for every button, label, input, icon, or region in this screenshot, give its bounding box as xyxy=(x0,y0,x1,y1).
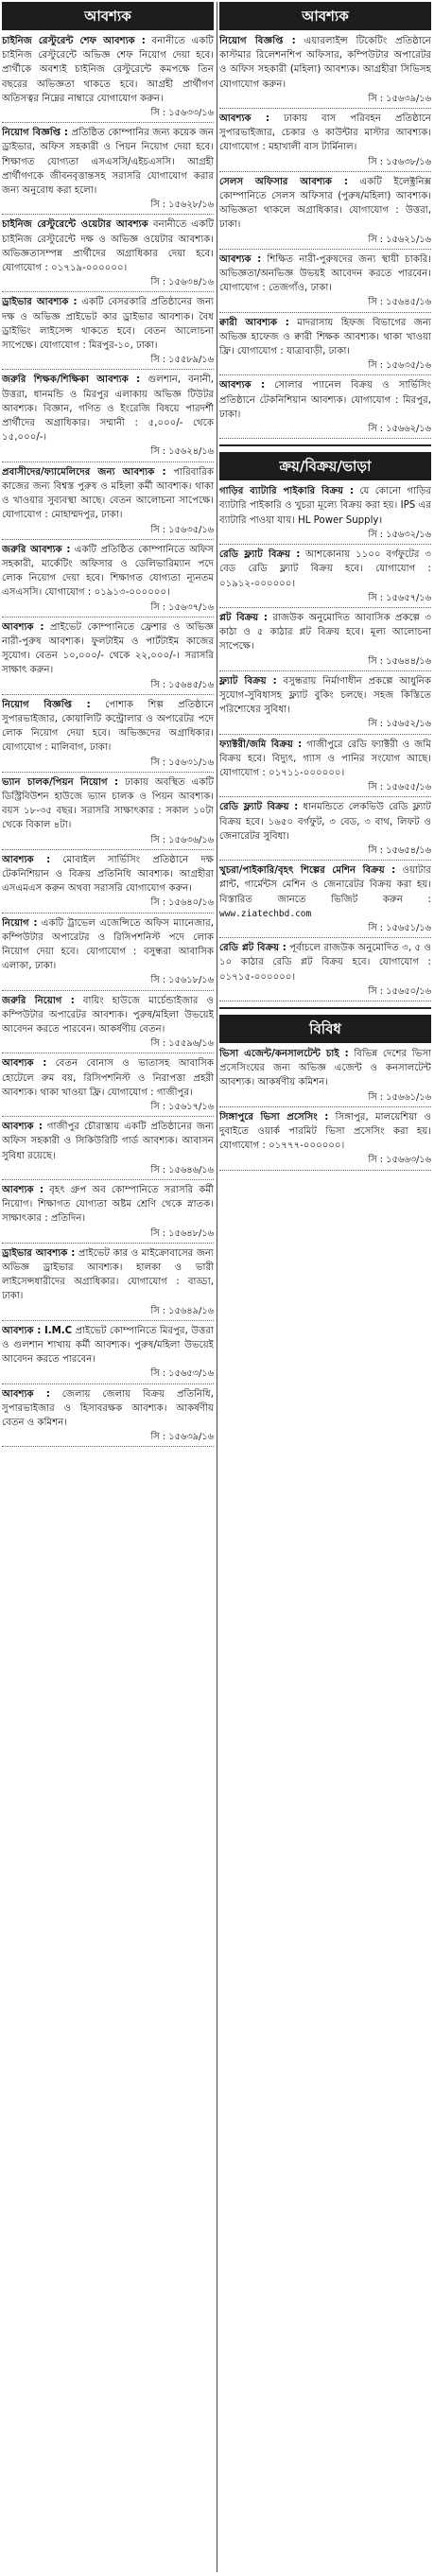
ad-heading: নিয়োগ বিজ্ঞপ্তি : xyxy=(2,128,68,139)
classified-ad xyxy=(2,34,214,120)
classified-ad xyxy=(219,800,431,858)
ad-separator xyxy=(219,438,431,439)
ad-body: ওয়াটার প্লান্ট, গার্মেন্টস মেশিন ও জেনারেটর বিক্রয় করা হয়। বিস্তারিত জানতে ভিজিট করুন : xyxy=(219,865,431,905)
ad-heading: আবশ্যক : xyxy=(2,854,51,865)
ad-body: প্রাইভেট কোম্পানিতে ফ্রেশার ও অভিজ্ঞ নারী-পুরুষ আবশ্যক। ফুলটাইম ও পার্টটাইম কাজের সুযোগ। বেতন ১০,০০০/- থেকে ২২,০০০/-। সরাসরি সাক্ষাৎ করুন। xyxy=(2,621,214,676)
ad-body: মোবাইল সার্ভিসিং প্রতিষ্ঠানে দক্ষ টেকনিশিয়ান ও বিক্রয় প্রতিনিধি আবশ্যক। আগ্রহীরা এসএমএস করুন অথবা সরাসরি যোগাযোগ করুন। xyxy=(2,854,214,895)
section-header-left: আবশ্যক xyxy=(2,2,214,30)
ad-separator xyxy=(2,1446,214,1447)
ad-heading: প্লট বিক্রয় : xyxy=(219,612,268,623)
ad-separator xyxy=(2,694,214,695)
ad-code: সি : ১৫৬৪৫/১৬ xyxy=(150,679,214,690)
ad-code: সি : ১৫৬৫৭/১৬ xyxy=(368,592,431,603)
ad-body: বায়িং হাউজে মার্চেন্ডাইজার ও কম্পিউটার অপারেটর আবশ্যক। পুরুষ/মহিলা উভয়েই আবেদন করতে পারবেন। আকর্ষণীয় বেতন। xyxy=(2,995,214,1035)
classified-ad xyxy=(2,465,214,537)
ad-code: সি : ১৫৬৩৬/১৬ xyxy=(150,834,214,845)
right-ad-list xyxy=(219,34,431,439)
ad-code: সি : ১৫৬৩২/১৬ xyxy=(368,529,431,540)
ad-separator xyxy=(219,1170,431,1171)
ad-code: সি : ১৫৬৩৯/১৬ xyxy=(150,1432,214,1443)
ad-code: সি : ১৫৬৩৪/১৬ xyxy=(150,277,214,288)
ad-heading: আবশ্যক : xyxy=(219,253,262,265)
ad-heading: আবশ্যক : xyxy=(2,1058,47,1070)
ad-code: সি : ১৫৬৩১/১৬ xyxy=(150,757,214,768)
ad-code: সি : ১৫৬৪৪/১৬ xyxy=(368,655,431,667)
ad-body: প্রাইভেট কার ও মাইক্রোবাসের জন্য অভিজ্ঞ ড্রাইভার আবশ্যক। হালকা ও ভারী লাইসেন্সধারীদের অগ্রাধিকার। যোগাযোগ : বাড্ডা, ঢাকা। xyxy=(2,1247,214,1302)
classified-ad xyxy=(219,548,431,605)
ad-body: গুলশান, বনানী, উত্তরা, ধানমন্ডি ও মিরপুর এলাকায় অভিজ্ঞ টিউটর আবশ্যক। বিজ্ঞান, গণিত ও ইংরেজি বিষয়ে পারদর্শী প্রার্থীদের অগ্রাধিকার। সম্মানী : ৫,০০০/- থেকে ১৫,০০০/-। xyxy=(2,374,214,444)
classified-ad xyxy=(2,916,214,988)
ad-code: সি : ১৫৫৮৯/১৬ xyxy=(150,355,214,366)
ad-separator xyxy=(219,312,431,313)
classified-ad xyxy=(2,698,214,770)
classified-ad xyxy=(2,775,214,847)
ad-heading: প্রবাসীদের/ফ্যামেলিদের জন্য আবশ্যক : xyxy=(2,466,166,478)
classified-ad xyxy=(219,316,431,374)
classified-ad xyxy=(2,295,214,367)
ad-body: যে কোনো গাড়ির ব্যাটারি পাইকারি ও খুচরা মূল্যে বিক্রয় করা হয়। IPS এর ব্যাটারি পাওয়া যায়। HL Power Supply। xyxy=(219,486,431,526)
ad-body: প্রতিষ্ঠিত কোম্পানির জন্য কয়েক জন ড্রাইভার, অফিস সহকারী ও পিয়ন নিয়োগ দেয়া হবে। শিক্ষাগত যোগ্যতা এসএসসি/এইচএসসি। আগ্রহী প্রার্থীগণকে জীবনবৃত্তান্তসহ সরাসরি যোগাযোগ করার জন্য অনুরোধ করা হলো। xyxy=(2,128,214,197)
ad-heading: ড্রাইভার আবশ্যক : xyxy=(2,1247,76,1259)
ad-body: পোশাক শিল্প প্রতিষ্ঠানে সুপারভাইজার, কোয়ালিটি কন্ট্রোলার ও অপারেটর পদে লোক নিয়োগ দেয়া হবে। অভিজ্ঞদের অগ্রাধিকার। যোগাযোগ : মালিবাগ, ঢাকা। xyxy=(2,699,214,754)
ad-heading: আবশ্যক : xyxy=(2,1388,50,1400)
ad-code: সি : ১৫৬৪০/১৬ xyxy=(150,897,214,909)
ad-heading: নিয়োগ বিজ্ঞপ্তি : xyxy=(2,699,91,710)
ad-website-link[interactable]: www.ziatechbd.com xyxy=(219,908,312,919)
ad-body: একটি ইলেক্ট্রনিক্স কোম্পানিতে সেলস অফিসার (পুরুষ/মহিলা) আবশ্যক। অভিজ্ঞতা থাকলে অগ্রাধিকার। যোগাযোগ : উত্তরা, ঢাকা। xyxy=(219,176,431,231)
ad-separator xyxy=(2,1179,214,1180)
left-ad-list xyxy=(2,34,214,1447)
ad-code: সি : ১৫৬২৪/১৬ xyxy=(150,446,214,458)
classified-ad xyxy=(2,994,214,1052)
classified-ad xyxy=(2,543,214,615)
ad-separator xyxy=(219,1106,431,1107)
ad-body: আশকোনায় ১১০০ বর্গফুটের ৩ বেড রেডি ফ্ল্যাট বিক্রয় হবে। যোগাযোগ : ০১৯১২-০০০০০০। xyxy=(219,549,431,589)
left-column xyxy=(2,2,214,2572)
classified-ad xyxy=(2,1246,214,1318)
ad-body: প্রাইভেট কোম্পানিতে মিরপুর, উত্তরা ও গুলশান শাখায় কর্মী আবশ্যক। পুরুষ/মহিলা উভয়েই আবেদন করতে পারবেন। xyxy=(2,1325,214,1366)
section-header-buy-sell: ক্রয়/বিক্রয়/ভাড়া xyxy=(219,452,431,480)
classified-ad xyxy=(2,1324,214,1382)
classified-ad xyxy=(2,1056,214,1114)
ad-separator xyxy=(2,369,214,370)
ad-body: সিঙ্গাপুর, মালয়েশিয়া ও দুবাইতে ওয়ার্ক পারমিট ভিসা প্রসেসিং করা হয়। যোগাযোগ : ০১৭৭৭-০০০০০০। xyxy=(219,1111,431,1152)
ad-separator xyxy=(219,607,431,608)
ad-body: সোলার প্যানেল বিক্রয় ও সার্ভিসিং প্রতিষ্ঠানে টেকনিশিয়ান আবশ্যক। যোগাযোগ : মিরপুর, ঢাকা। xyxy=(219,380,431,420)
classified-ad xyxy=(219,611,431,669)
classified-ad xyxy=(2,853,214,911)
ad-body: গাজীপুর চৌরাস্তায় একটি প্রতিষ্ঠানের জন্য অফিস সহকারী ও সিকিউরিটি গার্ড আবশ্যক। আবাসন সুবিধা রয়েছে। xyxy=(2,1122,214,1161)
ad-heading: জরুরি আবশ্যক : xyxy=(2,544,71,555)
right-column xyxy=(219,2,431,2572)
classified-ad xyxy=(219,378,431,436)
classified-ad xyxy=(219,1047,431,1105)
misc-ad-list xyxy=(219,1047,431,1171)
buy-sell-section xyxy=(219,444,431,1001)
ad-body: শিক্ষিত নারী-পুরুষদের জন্য স্থায়ী চাকরি। অভিজ্ঞতা/অনভিজ্ঞ উভয়ই আবেদন করতে পারবেন। যোগাযোগ : তেজগাঁও, ঢাকা। xyxy=(219,253,431,294)
ad-body: পারিবারিক কাজের জন্য বিশ্বস্ত পুরুষ ও মহিলা কর্মী আবশ্যক। থাকা ও খাওয়ার সুব্যবস্থা আছে। বেতন আলোচনা সাপেক্ষে। যোগাযোগ : মোহাম্মদপুর, ঢাকা। xyxy=(2,466,214,521)
classified-ad xyxy=(219,484,431,542)
ad-separator xyxy=(2,291,214,292)
ad-separator xyxy=(219,796,431,797)
classified-ad xyxy=(219,863,431,935)
ad-body: ঢাকায় অবস্থিত একটি ডিস্ট্রিবিউশন হাউজে ভ্যান চালক ও পিয়ন আবশ্যক। বয়স ১৮-৩৫ বছর। সরাসরি সাক্ষাৎকার : সকাল ১০টা থেকে বিকাল ৪টা। xyxy=(2,776,214,831)
ad-heading: সিঙ্গাপুরে ভিসা প্রসেসিং : xyxy=(219,1111,329,1123)
ad-heading: আবশ্যক : xyxy=(2,621,44,633)
ad-code: সি : ১৫৬৫৩/১৬ xyxy=(150,1368,214,1380)
ad-body: বসুন্ধরায় নির্মাণাধীন প্রকল্পে আধুনিক সুযোগ-সুবিধাসহ ফ্ল্যাট বুকিং চলছে। সহজ কিস্তিতে পরিশোধের সুবিধা। xyxy=(219,675,431,716)
ad-body: এয়ারলাইন্স টিকেটিং প্রতিষ্ঠানে কাস্টমার রিলেশনশিপ অফিসার, কম্পিউটার অপারেটর ও অফিস সহকারী (মহিলা) আবশ্যক। আগ্রহীরা সিভিসহ যোগাযোগ করুন। xyxy=(219,36,431,90)
classified-ad xyxy=(2,1387,214,1445)
ad-code: সি : ১৫৬৫১/১৬ xyxy=(368,922,431,933)
ad-separator xyxy=(219,860,431,861)
ad-body: ঢাকায় বাস পরিবহন প্রতিষ্ঠানে সুপারভাইজার, চেকার ও কাউন্টার মাস্টার আবশ্যক। যোগাযোগ : মহাখালী বাস টার্মিনাল। xyxy=(219,113,431,153)
ad-body: মাদরাসায় হিফজ বিভাগের জন্য অভিজ্ঞ হাফেজ ও ক্বারী শিক্ষক আবশ্যক। থাকা খাওয়া ফ্রি। যোগাযোগ : যাত্রাবাড়ী, ঢাকা। xyxy=(219,317,431,357)
ad-separator xyxy=(2,122,214,123)
misc-section xyxy=(219,1007,431,1171)
ad-body: বনানীতে একটি চাইনিজ রেস্টুরেন্টে দক্ষ ও অভিজ্ঞ ওয়েটার আবশ্যক। অভিজ্ঞতাসম্পন্ন প্রার্থীদের অগ্রাধিকার দেয়া হবে। যোগাযোগ : ০১৭১৯-০০০০০০। xyxy=(2,219,214,274)
classified-ad xyxy=(219,738,431,795)
classified-ad xyxy=(219,1110,431,1168)
ad-code: সি : ১৫৬৩৩/১৬ xyxy=(150,108,214,119)
ad-body: বনানীতে একটি চাইনিজ রেস্টুরেন্টে অভিজ্ঞ শেফ নিয়োগ দেয়া হবে। প্রার্থীকে অবশ্যই চাইনিজ রেস্টুরেন্টে কমপক্ষে তিন বছরের অভিজ্ঞতা থাকতে হবে। আগ্রহী প্রার্থীগণ অতিসত্বর নিম্নের নাম্বারে যোগাযোগ করুন। xyxy=(2,36,214,104)
classified-ad xyxy=(219,112,431,169)
section-header-misc: বিবিধ xyxy=(219,1015,431,1043)
ad-separator xyxy=(2,1320,214,1321)
classified-ad xyxy=(219,175,431,247)
ad-code: সি : ১৫৬৬৩/১৬ xyxy=(368,1155,431,1166)
ad-heading: জরুরি শিক্ষক/শিক্ষিকা আবশ্যক : xyxy=(2,374,141,386)
ad-heading: গাড়ির ব্যাটারি পাইকারি বিক্রয় : xyxy=(219,486,354,497)
ad-separator xyxy=(2,772,214,773)
ad-heading: চাইনিজ রেস্টুরেন্ট শেফ আবশ্যক : xyxy=(2,36,146,46)
ad-separator xyxy=(219,937,431,938)
ad-code: সি : ১৫৬৬১/১৬ xyxy=(368,1091,431,1103)
ad-code: সি : ১৫৬৪৫/১৬ xyxy=(368,297,431,308)
ad-body: পূর্বাচলে রাজউক অনুমোদিত ৩, ৫ ও ১০ কাঠার রেডি প্লট বিক্রয় হবে। যোগাযোগ : ০১৭১৫-০০০০০০। xyxy=(219,943,431,983)
ad-code: সি : ১৫৬১৮/১৬ xyxy=(150,975,214,986)
ad-separator xyxy=(219,670,431,671)
ad-heading: রেডি ফ্ল্যাট বিক্রয় : xyxy=(219,802,299,813)
ad-heading: ড্রাইভার আবশ্যক : xyxy=(2,297,78,308)
ad-body: ধানমন্ডিতে লেকভিউ রেডি ফ্ল্যাট বিক্রয় হবে। ১৬৫০ বর্গফুট, ৩ বেড, ৩ বাথ, লিফট ও জেনারেটর সুবিধা। xyxy=(219,802,431,842)
classified-ad xyxy=(2,1183,214,1241)
ad-separator xyxy=(2,849,214,850)
ad-body: একটি বেসরকারি প্রতিষ্ঠানের জন্য দক্ষ ও অভিজ্ঞ প্রাইভেট কার ড্রাইভার আবশ্যক। বৈধ ড্রাইভিং লাইসেন্স থাকতে হবে। বেতন আলোচনা সাপেক্ষে। যোগাযোগ : মিরপুর-১০, ঢাকা। xyxy=(2,297,214,352)
ad-code: সি : ১৫৬৩৮/১৬ xyxy=(368,156,431,167)
classified-ad xyxy=(2,620,214,692)
ad-body: বৃহৎ গ্রুপ অব কোম্পানিতে সরাসরি কর্মী নিয়োগ। শিক্ষাগত যোগ্যতা অষ্টম শ্রেণি থেকে স্নাতক। সাক্ষাৎকার : প্রতিদিন। xyxy=(2,1185,214,1225)
ad-code: সি : ১৫৬৩৫/১৬ xyxy=(150,524,214,535)
ad-heading: খুচরা/পাইকারি/বৃহৎ শিল্পের মেশিন বিক্রয় : xyxy=(219,865,396,877)
ad-separator xyxy=(219,374,431,375)
classified-ad xyxy=(2,126,214,212)
ad-heading: আবশ্যক : xyxy=(219,380,266,392)
ad-separator xyxy=(2,990,214,991)
buy-sell-ad-list xyxy=(219,484,431,1001)
ad-separator xyxy=(219,734,431,735)
ad-heading: সেলস অফিসার আবশ্যক : xyxy=(219,176,348,187)
ad-body: একটি ট্রাভেল এজেন্সিতে অফিস ম্যানেজার, কম্পিউটার অপারেটর ও রিসিপশনিস্ট পদে লোক নিয়োগ দেয়া হবে। যোগাযোগ : বসুন্ধরা আবাসিক এলাকা, ঢাকা। xyxy=(2,917,214,972)
ad-code: সি : ১৫৬৫২/১৬ xyxy=(368,719,431,730)
ad-heading: চাইনিজ রেস্টুরেন্টে ওয়েটার আবশ্যক xyxy=(2,219,148,231)
ad-heading: ফ্যাক্টরী/জমি বিক্রয় : xyxy=(219,739,303,750)
ad-heading: আবশ্যক : xyxy=(2,1185,44,1196)
ad-code: সি : ১৫৬৫৫/১৬ xyxy=(368,782,431,793)
ad-code: সি : ১৫৬৪৮/১৬ xyxy=(150,1227,214,1239)
ad-body: গাজীপুরে রেডি ফ্যাক্টরী ও জমি বিক্রয় হবে। বিদ্যুৎ, গ্যাস ও পানির সংযোগ আছে। যোগাযোগ : ০১৭১১-০০০০০০। xyxy=(219,739,431,778)
ad-heading: জরুরি নিয়োগ : xyxy=(2,995,75,1006)
ad-separator xyxy=(2,214,214,215)
ad-body: রাজউক অনুমোদিত আবাসিক প্রকল্পে ৩ কাঠা ও ৫ কাঠার প্লট বিক্রয় হবে। মূল্য আলোচনা সাপেক্ষে। xyxy=(219,612,431,653)
ad-separator xyxy=(2,1116,214,1117)
classified-ad xyxy=(219,252,431,310)
ad-separator xyxy=(2,913,214,914)
classified-ad xyxy=(219,674,431,732)
ad-separator xyxy=(2,539,214,540)
ad-code: সি : ১৫৬৫৪/১৬ xyxy=(368,844,431,856)
ad-heading: আবশ্যক : xyxy=(2,1122,43,1133)
section-header-right: আবশ্যক xyxy=(219,2,431,30)
ad-separator xyxy=(219,249,431,250)
ad-code: সি : ১৫৬৩৫/১৬ xyxy=(368,360,431,372)
ad-body: বিভিন্ন দেশের ভিসা প্রসেসিংয়ের জন্য অভিজ্ঞ এজেন্ট ও কনসালটেন্ট আবশ্যক। আকর্ষণীয় কমিশন। xyxy=(219,1048,431,1088)
ad-heading: ভিসা এজেন্ট/কনসালটেন্ট চাই : xyxy=(219,1048,349,1059)
ad-body: একটি প্রতিষ্ঠিত কোম্পানিতে অফিস সহকারী, মার্কেটিং অফিসার ও ডেলিভারিম্যান পদে লোক নিয়োগ দেয়া হবে। শিক্ষাগত যোগ্যতা ন্যূনতম এসএসসি। যোগাযোগ : ০১৯১৩-০০০০০০। xyxy=(2,544,214,599)
ad-separator xyxy=(219,544,431,545)
ad-heading: আবশ্যক : xyxy=(219,113,270,125)
ad-heading: ভ্যান চালক/পিয়ন নিয়োগ : xyxy=(2,776,119,788)
ad-separator xyxy=(2,461,214,462)
ad-code: সি : ১৫৬৩৭/১৬ xyxy=(150,601,214,613)
ad-code: সি : ১৫৫৯৬/১৬ xyxy=(150,1038,214,1050)
classified-ad xyxy=(219,34,431,106)
classified-ad xyxy=(2,373,214,459)
ad-body: জেলায় জেলায় বিক্রয় প্রতিনিধি, সুপারভাইজার ও হিসাবরক্ষক আবশ্যক। আকর্ষণীয় বেতন ও কমিশন। xyxy=(2,1388,214,1429)
ad-heading: আবশ্যক : I.M.C xyxy=(2,1325,73,1336)
ad-code: সি : ১৫৬২৮/১৬ xyxy=(150,200,214,211)
ad-separator xyxy=(2,617,214,618)
ad-separator xyxy=(2,1243,214,1244)
ad-code: সি : ১৫৬৫০/১৬ xyxy=(368,985,431,997)
classified-ad xyxy=(2,218,214,289)
ad-heading: নিয়োগ : xyxy=(2,917,38,929)
ad-code: সি : ১৫৬১৭/১৬ xyxy=(150,1102,214,1113)
classified-ad xyxy=(219,941,431,999)
ad-code: সি : ১৫৬৩৯/১৬ xyxy=(368,93,431,104)
ad-code: সি : ১৫৬২১/১৬ xyxy=(368,234,431,245)
ad-separator xyxy=(219,108,431,109)
ad-heading: রেডি প্লট বিক্রয় : xyxy=(219,943,286,954)
ad-code: সি : ১৫৬৪৬/১৬ xyxy=(150,1164,214,1175)
ad-heading: ক্বারী আবশ্যক : xyxy=(219,317,289,328)
ad-code: সি : ১৫৬৬২/১৬ xyxy=(368,424,431,435)
classified-ad xyxy=(2,1120,214,1177)
ad-body: বেতন বোনাস ও ভাতাসহ আবাসিক হোটেলে রুম বয়, রিসিপশনিস্ট ও নিরাপত্তা প্রহরী আবশ্যক। থাকা খাওয়া ফ্রি। যোগাযোগ : গাজীপুর। xyxy=(2,1058,214,1098)
ad-heading: রেডি ফ্ল্যাট বিক্রয় : xyxy=(219,549,301,561)
ad-separator xyxy=(219,171,431,172)
ad-heading: ফ্ল্যাট বিক্রয় : xyxy=(219,675,277,687)
ad-heading: নিয়োগ বিজ্ঞপ্তি : xyxy=(219,36,296,46)
ad-code: সি : ১৫৬৪৯/১৬ xyxy=(150,1305,214,1316)
